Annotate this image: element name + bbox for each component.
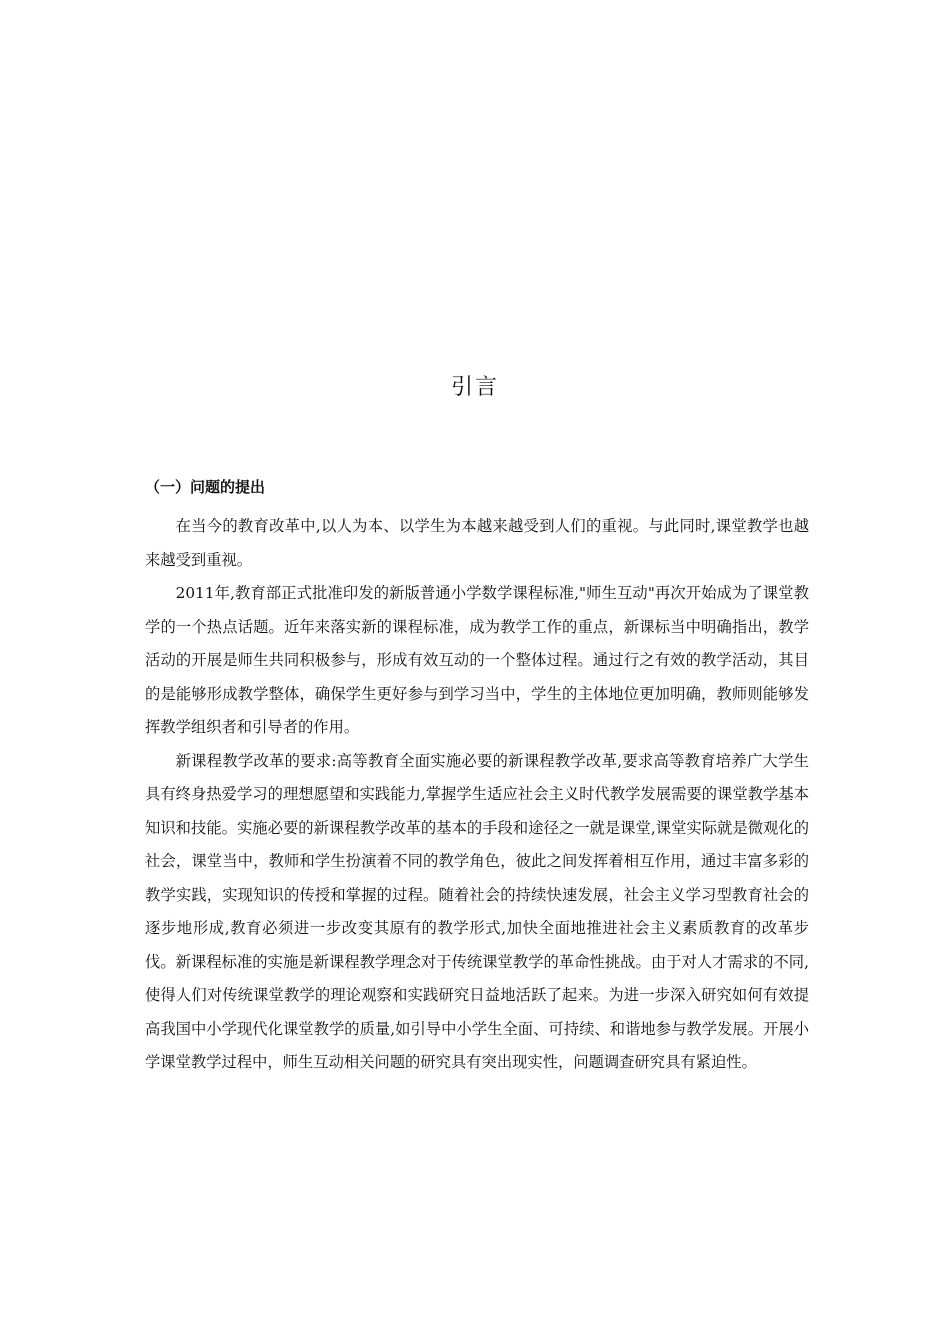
- paragraph: 2011年,教育部正式批准印发的新版普通小学数学课程标准,"师生互动"再次开始成为了课堂教学的一个热点话题。近年来落实新的课程标准，成为教学工作的重点，新课标当中明确指出，教学活动的开展是师生共同积极参与，形成有效互动的一个整体过程。通过行之有效的教学活动，其目的是能够形成教学整体，确保学生更好参与到学习当中，学生的主体地位更加明确，教师则能够发挥教学组织者和引导者的作用。: [145, 584, 809, 736]
- paragraph: 在当今的教育改革中,以人为本、以学生为本越来越受到人们的重视。与此同时,课堂教学也越来越受到重视。: [145, 517, 809, 569]
- paragraph: 新课程教学改革的要求:高等教育全面实施必要的新课程教学改革,要求高等教育培养广大学生具有终身热爱学习的理想愿望和实践能力,掌握学生适应社会主义时代教学发展需要的课堂教学基本知识和技能。实施必要的新课程教学改革的基本的手段和途径之一就是课堂,课堂实际就是微观化的社会，课堂当中，教师和学生扮演着不同的教学角色，彼此之间发挥着相互作用，通过丰富多彩的教学实践，实现知识的传授和掌握的过程。随着社会的持续快速发展，社会主义学习型教育社会的逐步地形成,教育必须进一步改变其原有的教学形式,加快全面地推进社会主义素质教育的改革步伐。新课程标准的实施是新课程教学理念对于传统课堂教学的革命性挑战。由于对人才需求的不同,使得人们对传统课堂教学的理论观察和实践研究日益地活跃了起来。为进一步深入研究如何有效提高我国中小学现代化课堂教学的质量,如引导中小学生全面、可持续、和谐地参与教学发展。开展小学课堂教学过程中，师生互动相关问题的研究具有突出现实性，问题调查研究具有紧迫性。: [145, 751, 809, 1071]
- body-text: [145, 510, 809, 1080]
- page-title: 引言: [450, 375, 499, 400]
- section-heading: （一）问题的提出: [145, 478, 266, 496]
